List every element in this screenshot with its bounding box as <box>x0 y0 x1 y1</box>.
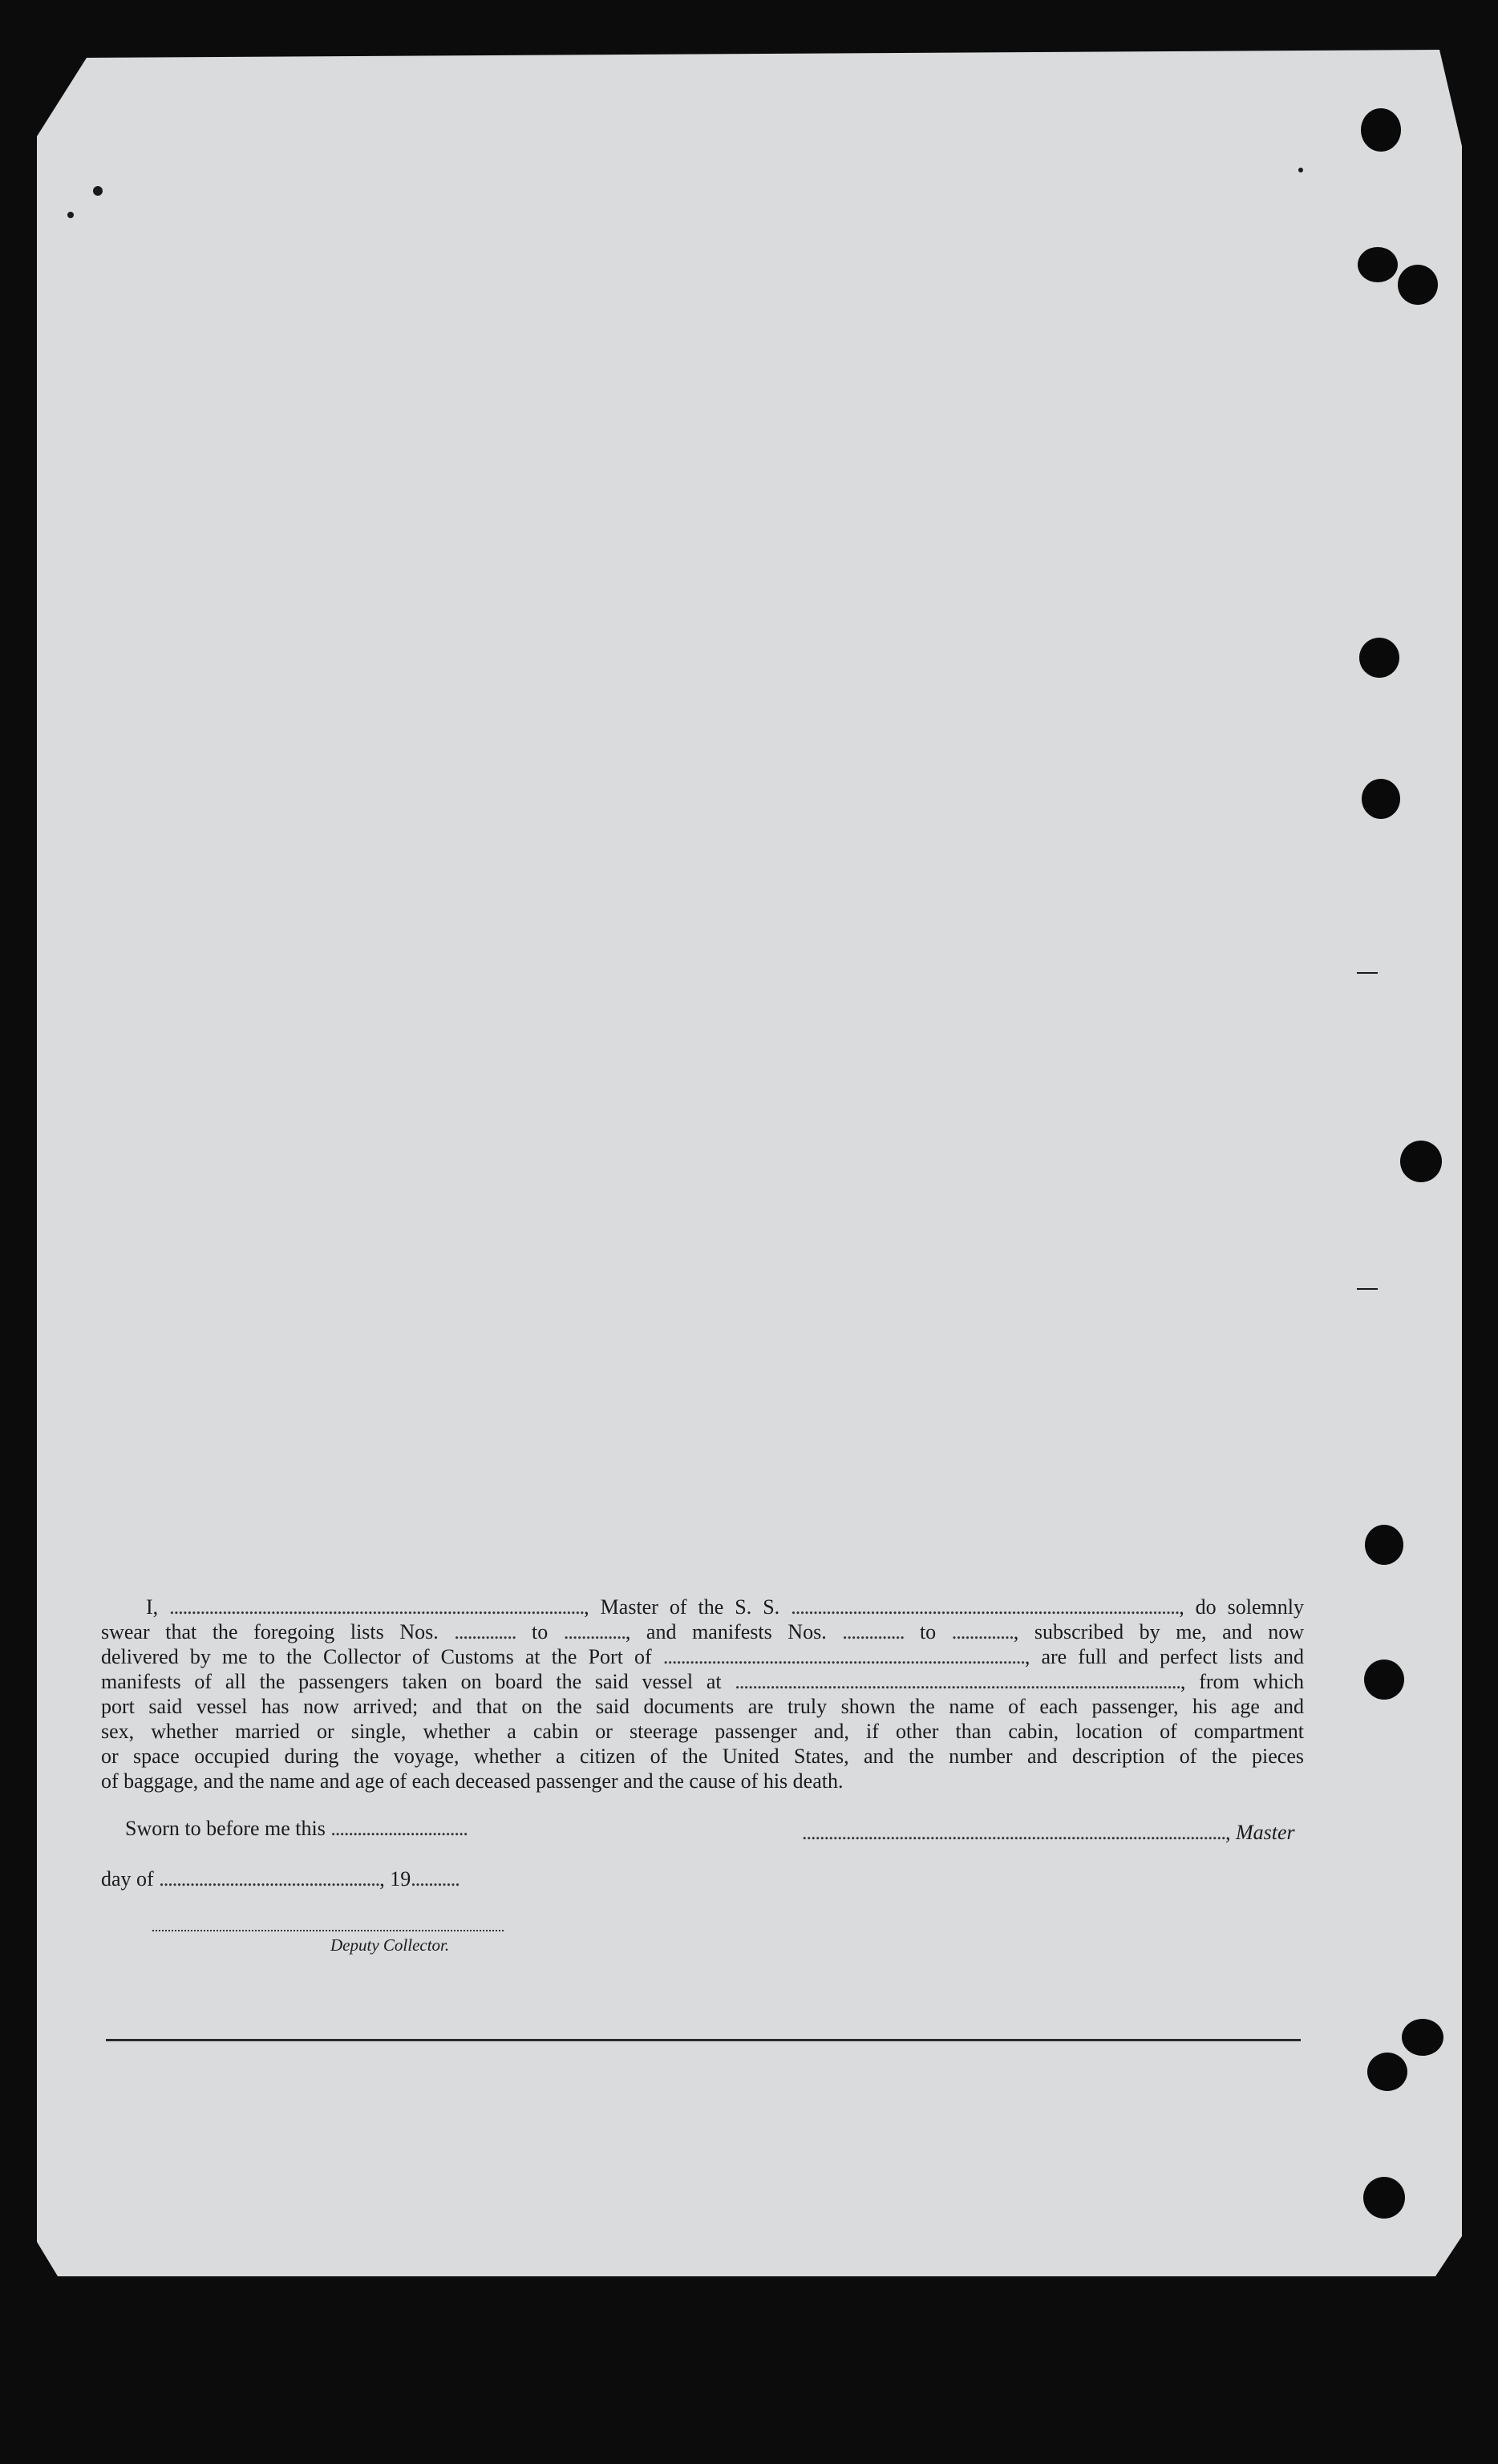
master-signature-blank: ................................................................................................ <box>802 1821 1225 1844</box>
oath-line-6: sex, whether married or single, whether a cabin or steerage passenger and, if other than cabin, location of compartment <box>101 1720 1304 1743</box>
master-oath-paragraph <box>101 1595 1304 1793</box>
master-label: , Master <box>1225 1821 1295 1844</box>
oath-i: I, <box>146 1595 159 1619</box>
oath-line-7: or space occupied during the voyage, whether a citizen of the United States, and the number and description of the pieces <box>101 1745 1304 1768</box>
sworn-day-blank: ............................... <box>330 1817 468 1840</box>
deputy-signature-rule <box>152 1930 504 1931</box>
manifests-from-blank: .............. <box>842 1620 905 1643</box>
to-label-2: to <box>919 1620 937 1643</box>
bottom-divider <box>106 2039 1301 2041</box>
manifests-all-label: manifests of all the passengers taken on board the said vessel at <box>101 1670 722 1693</box>
month-blank: .................................................. <box>159 1867 380 1891</box>
year-label: , 19 <box>379 1867 411 1891</box>
subscribed-label: , subscribed by me, and now <box>1013 1620 1305 1643</box>
deputy-collector-label: Deputy Collector. <box>330 1935 450 1955</box>
sworn-before-line <box>125 1817 468 1841</box>
are-full-label: , are full and perfect lists and <box>1024 1645 1305 1668</box>
master-of-label: , Master of the S. S. <box>584 1595 780 1619</box>
day-of-line <box>101 1867 460 1891</box>
oath-line-4 <box>101 1669 1304 1694</box>
paper-sheet <box>37 50 1462 2276</box>
vessel-at-blank: ..................................................................................................... <box>735 1670 1180 1693</box>
oath-line-2 <box>101 1619 1304 1644</box>
manifests-to-blank: .............. <box>951 1620 1014 1643</box>
oath-line-3 <box>101 1644 1304 1669</box>
port-blank: .................................................................................. <box>662 1645 1025 1668</box>
oath-line-1 <box>101 1595 1304 1619</box>
lists-from-blank: .............. <box>454 1620 516 1643</box>
year-blank: ........... <box>411 1867 460 1891</box>
day-of-label: day of <box>101 1867 154 1891</box>
delivered-label: delivered by me to the Collector of Customs at the Port of <box>101 1645 652 1668</box>
to-label-1: to <box>531 1620 549 1643</box>
manifests-label: , and manifests Nos. <box>625 1620 827 1643</box>
master-signature-line <box>802 1821 1295 1845</box>
solemnly-label: , do solemnly <box>1179 1595 1305 1619</box>
oath-line-8: of baggage, and the name and age of each deceased passenger and the cause of his death. <box>101 1769 844 1793</box>
swear-label: swear that the foregoing lists Nos. <box>101 1620 439 1643</box>
ship-name-blank: ........................................................................................ <box>791 1595 1180 1619</box>
lists-to-blank: .............. <box>563 1620 626 1643</box>
oath-line-5: port said vessel has now arrived; and that on the said documents are truly shown the name of each passenger, his age and <box>101 1695 1304 1718</box>
master-name-blank: .............................................................................................. <box>169 1595 585 1619</box>
from-which-label: , from which <box>1180 1670 1305 1693</box>
sworn-label: Sworn to before me this <box>125 1817 326 1840</box>
